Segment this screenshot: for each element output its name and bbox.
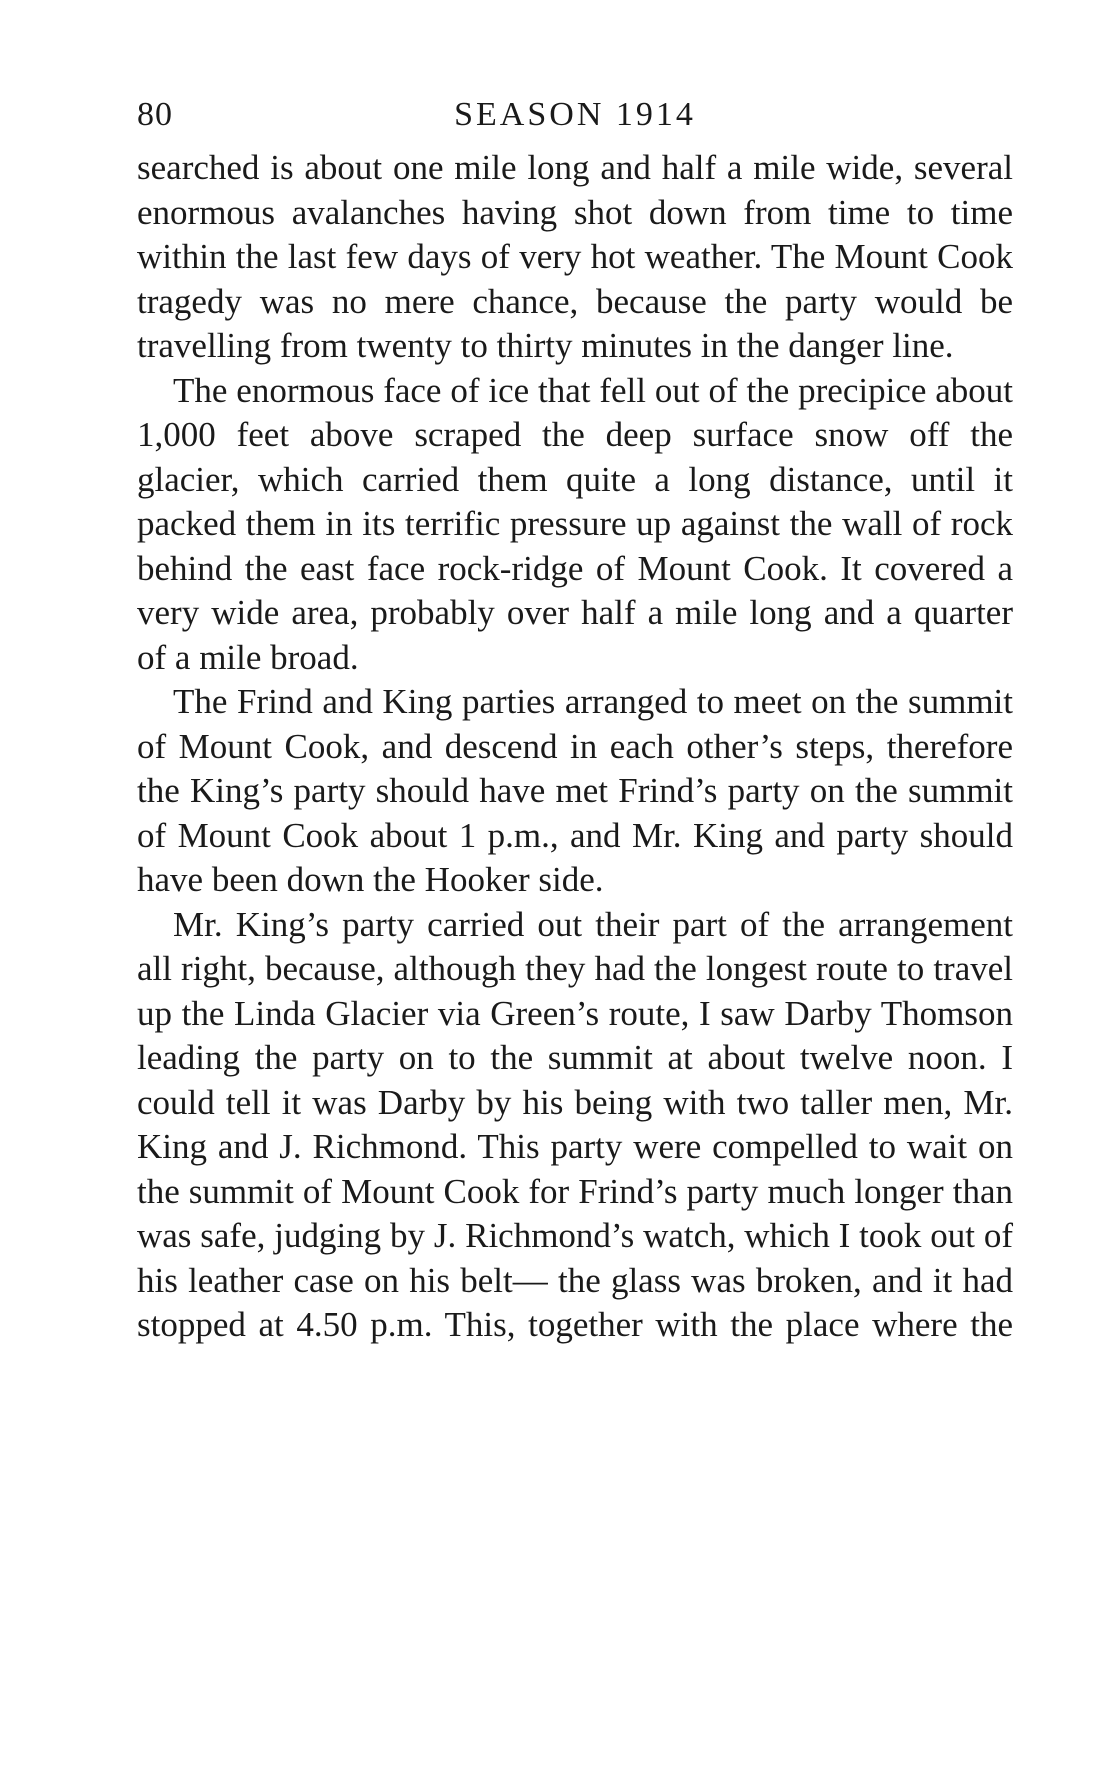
book-page xyxy=(137,96,1013,1348)
page-number: 80 xyxy=(137,96,173,133)
paragraph-2: The enormous face of ice that fell out of the precipice about 1,000 feet above scraped the deep surface snow off the glacier, which carried them quite a long distance, until it packed them in its terrific pressure up against the wall of rock behind the east face rock-ridge of Mount Cook. It covered a very wide area, probably over half a mile long and a quarter of a mile broad. xyxy=(137,370,1013,677)
running-title: SEASON 1914 xyxy=(454,96,696,133)
body-text xyxy=(137,146,1013,1348)
paragraph-3: The Frind and King parties arranged to meet on the summit of Mount Cook, and descend in each other’s steps, therefore the King’s party should have met Frind’s party on the summit of Mount Cook about 1 p.m., and Mr. King and party should have been down the Hooker side. xyxy=(137,682,1013,899)
paragraph-4: Mr. King’s party carried out their part of the arrangement all right, because, although they had the longest route to travel up the Linda Glacier via Green’s route, I saw Darby Thomson leading the party on to the summit at about twelve noon. I could tell it was Darby by his being with two taller men, Mr. King and J. Richmond. This party were compelled to wait on the summit of Mount Cook for Frind’s party much longer than was safe, judging by J. Richmond’s watch, which I took out of his leather case on his belt— the glass was broken, and it had stopped at 4.50 p.m. This, together with the place where the xyxy=(137,904,1013,1344)
paragraph-1: searched is about one mile long and half a mile wide, several enormous avalanches having shot down from time to time within the last few days of very hot weather. The Mount Cook tragedy was no mere chance, because the party would be travelling from twenty to thirty minutes in the danger line. xyxy=(137,148,1013,365)
running-head xyxy=(137,96,1013,146)
